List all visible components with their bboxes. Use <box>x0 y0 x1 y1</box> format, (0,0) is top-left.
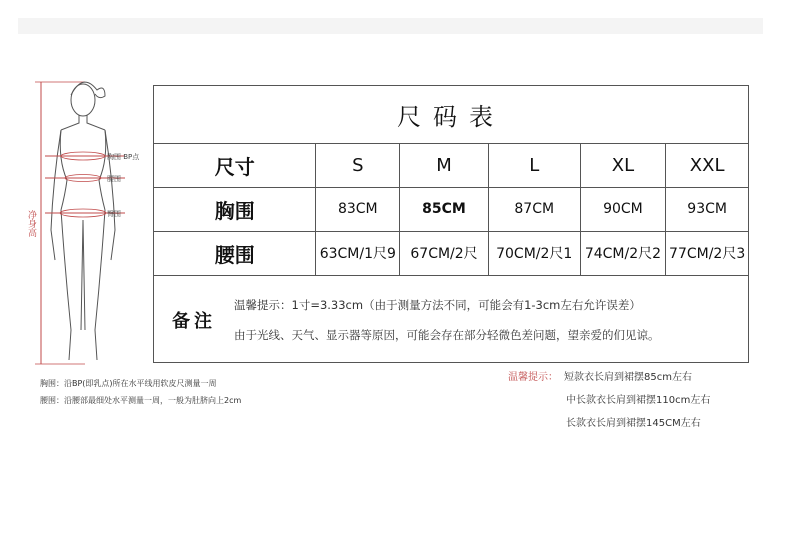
waist-xxl: 77CM/2尺3 <box>669 246 746 262</box>
table-title: 尺码表 <box>154 86 748 144</box>
tip-heading: 温馨提示： <box>508 372 558 383</box>
size-m: M <box>400 143 489 187</box>
bust-marker-label: 胸围 BP点 <box>107 153 140 161</box>
size-l: L <box>489 143 581 187</box>
bust-label: 胸围 <box>154 187 316 231</box>
note-text <box>234 290 660 350</box>
header-label: 尺寸 <box>154 143 316 187</box>
table-row-header <box>154 143 748 188</box>
height-marker-label: 净身高 <box>26 210 36 237</box>
tip-short-length: 短款衣长肩到裙摆85cm左右 <box>564 372 692 383</box>
bust-l: 87CM <box>489 187 581 231</box>
footnote-waist: 腰围：沿腰部最细处水平测量一周，一般为肚脐向上2cm <box>40 396 242 405</box>
bust-xl: 90CM <box>581 187 667 231</box>
waist-s: 63CM/1尺9 <box>316 231 400 275</box>
table-row-bust <box>154 187 748 232</box>
hip-marker-label: 臀围 <box>107 210 121 218</box>
note-line-2: 由于光线、天气、显示器等原因，可能会存在部分轻微色差问题，望亲爱的们见谅。 <box>234 327 660 342</box>
size-xl: XL <box>581 143 667 187</box>
body-figure-drawing <box>25 70 165 370</box>
size-chart-table <box>153 85 749 363</box>
top-strip <box>18 18 763 34</box>
bust-xxl: 93CM <box>687 201 727 217</box>
tip-line-2: 中长款衣长肩到裙摆110cm左右 <box>566 395 711 406</box>
waist-l: 70CM/2尺1 <box>489 231 581 275</box>
footnote-bust: 胸围：沿BP(即乳点)所在水平线用软皮尺测量一周 <box>40 379 217 388</box>
tip-line-3: 长款衣长肩到裙摆145CM左右 <box>566 418 701 429</box>
table-row-waist <box>154 231 748 276</box>
waist-marker-label: 腰围 <box>107 175 121 183</box>
tip-line-1 <box>508 368 692 383</box>
size-s: S <box>316 143 400 187</box>
note-section <box>154 275 748 364</box>
body-figure <box>25 70 165 370</box>
waist-xl: 74CM/2尺2 <box>581 231 667 275</box>
bust-m: 85CM <box>400 187 489 231</box>
waist-label: 腰围 <box>154 231 316 275</box>
size-xxl: XXL <box>689 154 725 176</box>
note-label: 备注 <box>172 310 216 332</box>
bust-s: 83CM <box>316 187 400 231</box>
waist-m: 67CM/2尺 <box>400 231 489 275</box>
note-line-1: 温馨提示：1寸=3.33cm（由于测量方法不同，可能会有1-3cm左右允许误差） <box>234 297 641 312</box>
